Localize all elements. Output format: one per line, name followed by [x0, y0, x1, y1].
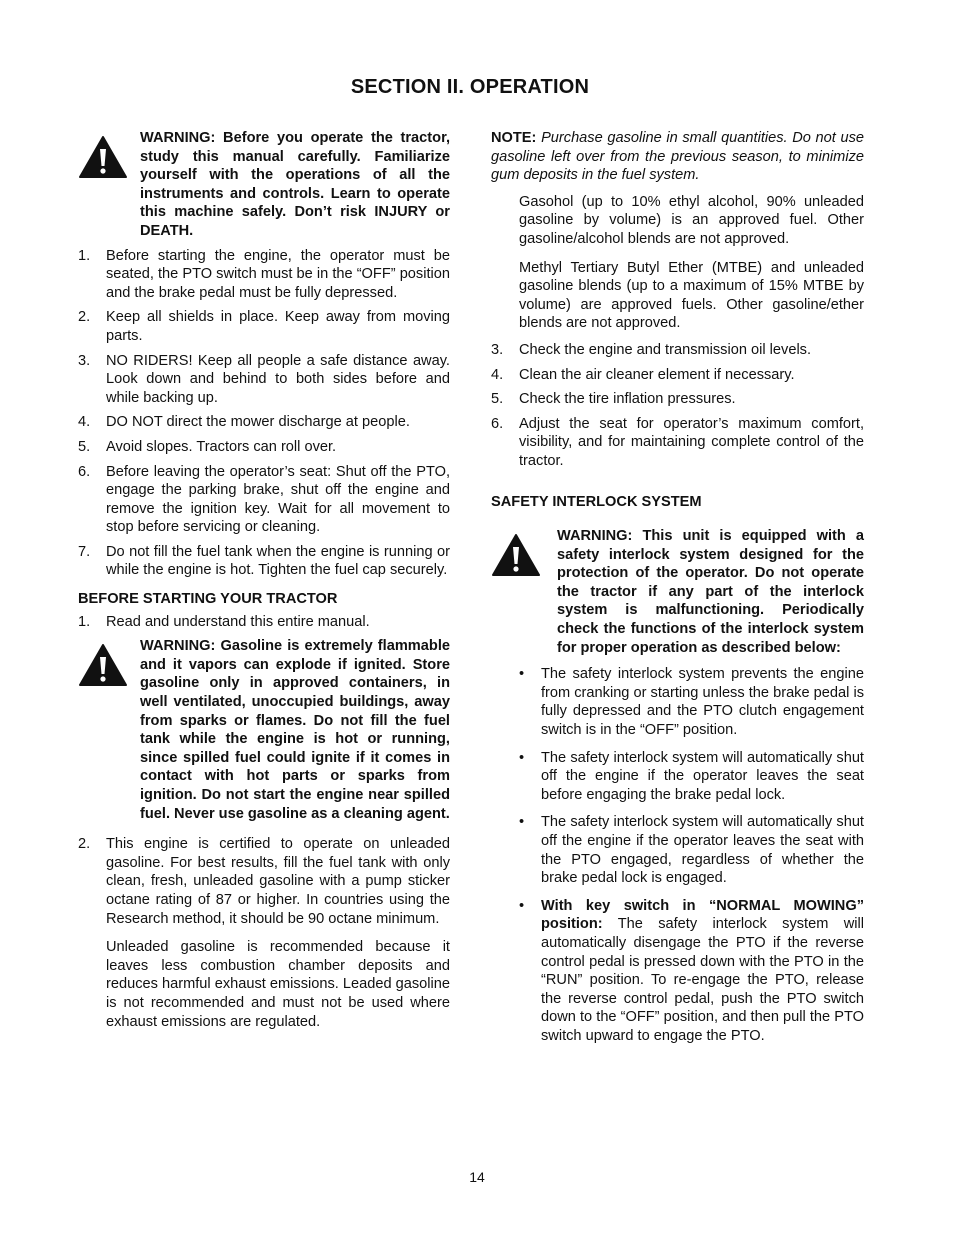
right-column	[491, 129, 864, 1055]
warning-triangle-icon	[78, 637, 140, 693]
page-number: 14	[469, 1169, 485, 1185]
list-item: 6. Before leaving the operator’s seat: Shut off the PTO, engage the parking brake, shut off the engine and remove the ignition key. Wait for all movement to stop before servicing or cleaning.	[78, 463, 450, 536]
prep-list	[491, 341, 864, 471]
list-item: 3. NO RIDERS! Keep all people a safe distance away. Look down and behind to both sides before and while backing up.	[78, 352, 450, 406]
bullet-icon: •	[519, 897, 525, 914]
list-item: 4. DO NOT direct the mower discharge at people.	[78, 414, 410, 431]
bullet-icon: •	[519, 666, 525, 683]
list-item: 6. Adjust the seat for operator’s maximum comfort, visibility, and for maintaining complete control of the tractor.	[491, 415, 864, 469]
section-heading-interlock: SAFETY INTERLOCK SYSTEM	[491, 493, 702, 510]
warning-block-operate	[78, 129, 450, 241]
list-item: 7. Do not fill the fuel tank when the engine is running or while the engine is hot. Tighten the fuel cap securely.	[78, 543, 450, 579]
bullet-icon: •	[519, 749, 525, 766]
list-item: 1. Before starting the engine, the operator must be seated, the PTO switch must be in the “OFF” position and the brake pedal must be fully depressed.	[78, 247, 450, 301]
list-item: 2. This engine is certified to operate on unleaded gasoline. For best results, fill the fuel tank with only clean, fresh, unleaded gasoline with a pump sticker octane rating of 87 or higher. In countries using the Research method, it should be 90 octane minimum.	[78, 836, 450, 927]
warning-block-gasoline	[78, 637, 450, 823]
warning-triangle-icon	[491, 527, 557, 583]
list-item	[519, 897, 864, 1046]
safety-list	[78, 247, 450, 581]
list-item: • The safety interlock system will automatically shut off the engine if the operator leaves the seat with the PTO engaged, regardless of whether the brake pedal lock is engaged.	[519, 814, 864, 887]
bullet-icon: •	[519, 814, 525, 831]
unleaded-paragraph: Unleaded gasoline is recommended because it leaves less combustion chamber deposits and reduces harmful exhaust emissions. Leaded gasoline is not recommended and must not be used where exhaust emissions are regulated.	[106, 939, 450, 1030]
list-item: 5. Avoid slopes. Tractors can roll over.	[78, 438, 337, 455]
list-item: 2. Keep all shields in place. Keep away from moving parts.	[78, 309, 450, 344]
list-item: 4. Clean the air cleaner element if necessary.	[491, 366, 795, 383]
note-paragraph	[491, 129, 864, 185]
bullet-text: The safety interlock system will automatically disengage the PTO if the reverse control pedal is pressed down with the PTO in the “RUN” position. To re-engage the PTO, release the reverse control pedal, push the PTO switch down to the “OFF” position, and then pull the PTO switch upward to engage the PTO.	[541, 916, 864, 1044]
mtbe-paragraph: Methyl Tertiary Butyl Ether (MTBE) and unleaded gasoline blends (up to a maximum of 15% MTBE by volume) are approved fuels. Other gasoline/ether blends are not approved.	[519, 259, 864, 332]
warning-text: WARNING: Gasoline is extremely flammable and it vapors can explode if ignited. Store gasoline only in approved containers, in well ventilated, unoccupied buildings, away from sparks or flames. Do not fill the fuel tank while the engine is hot or running, since spilled fuel could ignite if it comes in contact with hot parts or sparks from ignition. Do not start the engine near spilled fuel. Never use gasoline as a cleaning agent.	[140, 638, 450, 822]
bullet-bold-lead: With key switch in “NORMAL MOWING” position:	[541, 897, 864, 933]
interlock-bullets	[491, 665, 864, 1045]
before-list	[78, 613, 450, 632]
warning-text: WARNING: This unit is equipped with a safety interlock system designed for the protection of the operator. Do not operate the tractor if any part of the interlock system is malfunctioning. Periodically check the functions of the interlock system for proper operation as described below:	[557, 528, 864, 656]
warning-block-interlock	[491, 527, 864, 657]
list-item: 3. Check the engine and transmission oil levels.	[491, 341, 812, 358]
gasohol-paragraph: Gasohol (up to 10% ethyl alcohol, 90% unleaded gasoline by volume) is an approved fuel. Other gasoline/alcohol blends are not approved.	[519, 193, 864, 247]
warning-text: WARNING: Before you operate the tractor, study this manual carefully. Familiarize yourself with the operations of all the instruments and controls. Learn to operate this machine safely. Don’t risk INJURY or DEATH.	[140, 130, 450, 239]
list-item: • The safety interlock system will automatically shut off the engine if the operator leaves the seat before engaging the brake pedal lock.	[519, 749, 864, 803]
before-list-continued	[78, 835, 450, 928]
list-item: 5. Check the tire inflation pressures.	[491, 391, 736, 408]
page-title: SECTION II. OPERATION	[350, 76, 590, 98]
section-heading-before-starting: BEFORE STARTING YOUR TRACTOR	[78, 591, 338, 608]
list-item: • The safety interlock system prevents the engine from cranking or starting unless the brake pedal is fully depressed and the PTO clutch engagement switch is in the “OFF” position.	[519, 666, 864, 739]
list-item: 1. Read and understand this entire manual.	[78, 613, 370, 630]
left-column	[78, 129, 450, 1037]
warning-triangle-icon	[78, 129, 140, 185]
note-label: NOTE:	[491, 130, 537, 146]
note-text: Purchase gasoline in small quantities. Do not use gasoline left over from the previous season, to minimize gum deposits in the fuel system.	[491, 130, 865, 184]
